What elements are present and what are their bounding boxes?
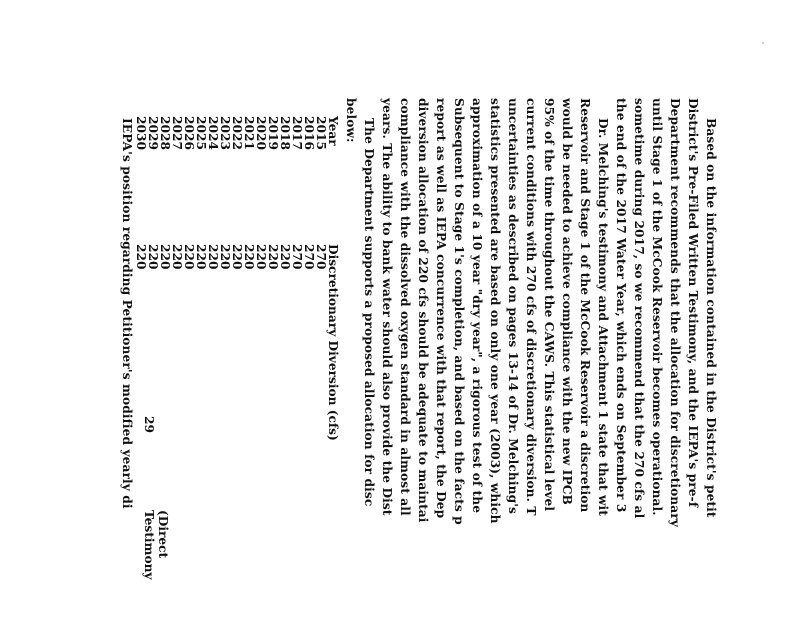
diversion-cell: 220 bbox=[158, 244, 172, 270]
paragraph-line: sometime during 2017, so we recommend that the 270 cfs al bbox=[632, 98, 646, 519]
table-row bbox=[194, 98, 208, 618]
paragraph-line: diversion allocation of 220 cfs should be adequate to maintai bbox=[416, 98, 430, 523]
diversion-cell: 220 bbox=[218, 244, 232, 270]
year-cell: 2018 bbox=[278, 116, 292, 150]
paragraph-line: Department recommends that the allocation for discretionary bbox=[668, 98, 682, 527]
table-row bbox=[230, 98, 244, 618]
paragraph-line: would be needed to achieve compliance with the new IPCB bbox=[560, 98, 574, 505]
paragraph-line: Dr. Melching's testimony and Attachment 1 state that wit bbox=[596, 118, 610, 517]
paragraph-line: 95% of the time throughout the CAWS. This statistical level bbox=[542, 98, 556, 512]
table-row bbox=[278, 98, 292, 618]
diversion-cell: 220 bbox=[134, 244, 148, 270]
paragraph-line: years. The ability to bank water should also provide the Dist bbox=[380, 98, 394, 516]
diversion-cell: 270 bbox=[314, 244, 328, 270]
year-cell: 2017 bbox=[290, 116, 304, 150]
diversion-cell: 220 bbox=[242, 244, 256, 270]
table-row bbox=[182, 98, 196, 618]
table-row bbox=[206, 98, 220, 618]
diversion-cell: 220 bbox=[170, 244, 184, 270]
table-row bbox=[302, 98, 316, 618]
paragraph-line: The Department supports a proposed allocation for disc bbox=[362, 118, 376, 507]
paragraph-line: Subsequent to Stage 1's completion, and based on the facts p bbox=[452, 98, 466, 525]
diversion-cell: 220 bbox=[254, 244, 268, 270]
table-row bbox=[218, 98, 232, 618]
rotated-text-block bbox=[118, 98, 718, 618]
paragraph-line: District's Pre-Filed Written Testimony, and the IEPA's pre-f bbox=[686, 98, 700, 508]
year-cell: 2015 bbox=[314, 116, 328, 150]
diversion-cell: 220 bbox=[266, 244, 280, 270]
paragraph-line: uncertainties as described on pages 13-14 of Dr. Melching's bbox=[506, 98, 520, 514]
year-cell: 2030 bbox=[134, 116, 148, 150]
year-cell: 2020 bbox=[254, 116, 268, 150]
page-number: 29 bbox=[142, 416, 156, 433]
year-cell: 2022 bbox=[230, 116, 244, 150]
table-row bbox=[242, 98, 256, 618]
paragraph-line: compliance with the dissolved oxygen standard in almost all bbox=[398, 98, 412, 516]
closing-line: IEPA's position regarding Petitioner's modified yearly di bbox=[120, 118, 134, 509]
paragraph-line: until Stage 1 of the McCook Reservoir becomes operational. bbox=[650, 98, 664, 516]
citation-text: (Direct Testimony bbox=[142, 510, 170, 580]
year-cell: 2025 bbox=[194, 116, 208, 150]
year-cell: 2027 bbox=[170, 116, 184, 150]
paragraph-line: below: bbox=[344, 98, 358, 143]
year-cell: 2016 bbox=[302, 116, 316, 150]
diversion-cell: 270 bbox=[302, 244, 316, 270]
paragraph-line: Reservoir and Stage 1 of the McCook Reservoir a discretion bbox=[578, 98, 592, 513]
year-header: Year bbox=[326, 116, 340, 146]
diversion-cell: 220 bbox=[278, 244, 292, 270]
scan-speck bbox=[762, 42, 764, 44]
year-cell: 2021 bbox=[242, 116, 256, 150]
table-row bbox=[290, 98, 304, 618]
table-row bbox=[266, 98, 280, 618]
table-row bbox=[254, 98, 268, 618]
year-cell: 2023 bbox=[218, 116, 232, 150]
paragraph-line: report as well as IEPA concurrence with that report, the Dep bbox=[434, 98, 448, 519]
paragraph-line: current conditions with 270 cfs of discretionary diversion. T bbox=[524, 98, 538, 516]
paragraph-line: approximation of a 10 year "dry year", a rigorous test of the bbox=[470, 98, 484, 514]
year-cell: 2024 bbox=[206, 116, 220, 150]
year-cell: 2026 bbox=[182, 116, 196, 150]
year-cell: 2029 bbox=[146, 116, 160, 150]
year-cell: 2028 bbox=[158, 116, 172, 150]
diversion-cell: 220 bbox=[230, 244, 244, 270]
table-header bbox=[326, 98, 340, 618]
table-row bbox=[170, 98, 184, 618]
paragraph-line: Based on the information contained in the District's petit bbox=[704, 118, 718, 518]
year-cell: 2019 bbox=[266, 116, 280, 150]
diversion-cell: 220 bbox=[194, 244, 208, 270]
diversion-cell: 220 bbox=[206, 244, 220, 270]
diversion-cell: 220 bbox=[146, 244, 160, 270]
diversion-cell: 270 bbox=[290, 244, 304, 270]
table-row bbox=[314, 98, 328, 618]
paragraph-line: the end of the 2017 Water Year, which ends on September 3 bbox=[614, 98, 628, 513]
diversion-cell: 220 bbox=[182, 244, 196, 270]
paragraph-line: statistics presented are based on only one year (2003), which bbox=[488, 98, 502, 524]
diversion-header: Discretionary Diversion (cfs) bbox=[326, 244, 340, 441]
